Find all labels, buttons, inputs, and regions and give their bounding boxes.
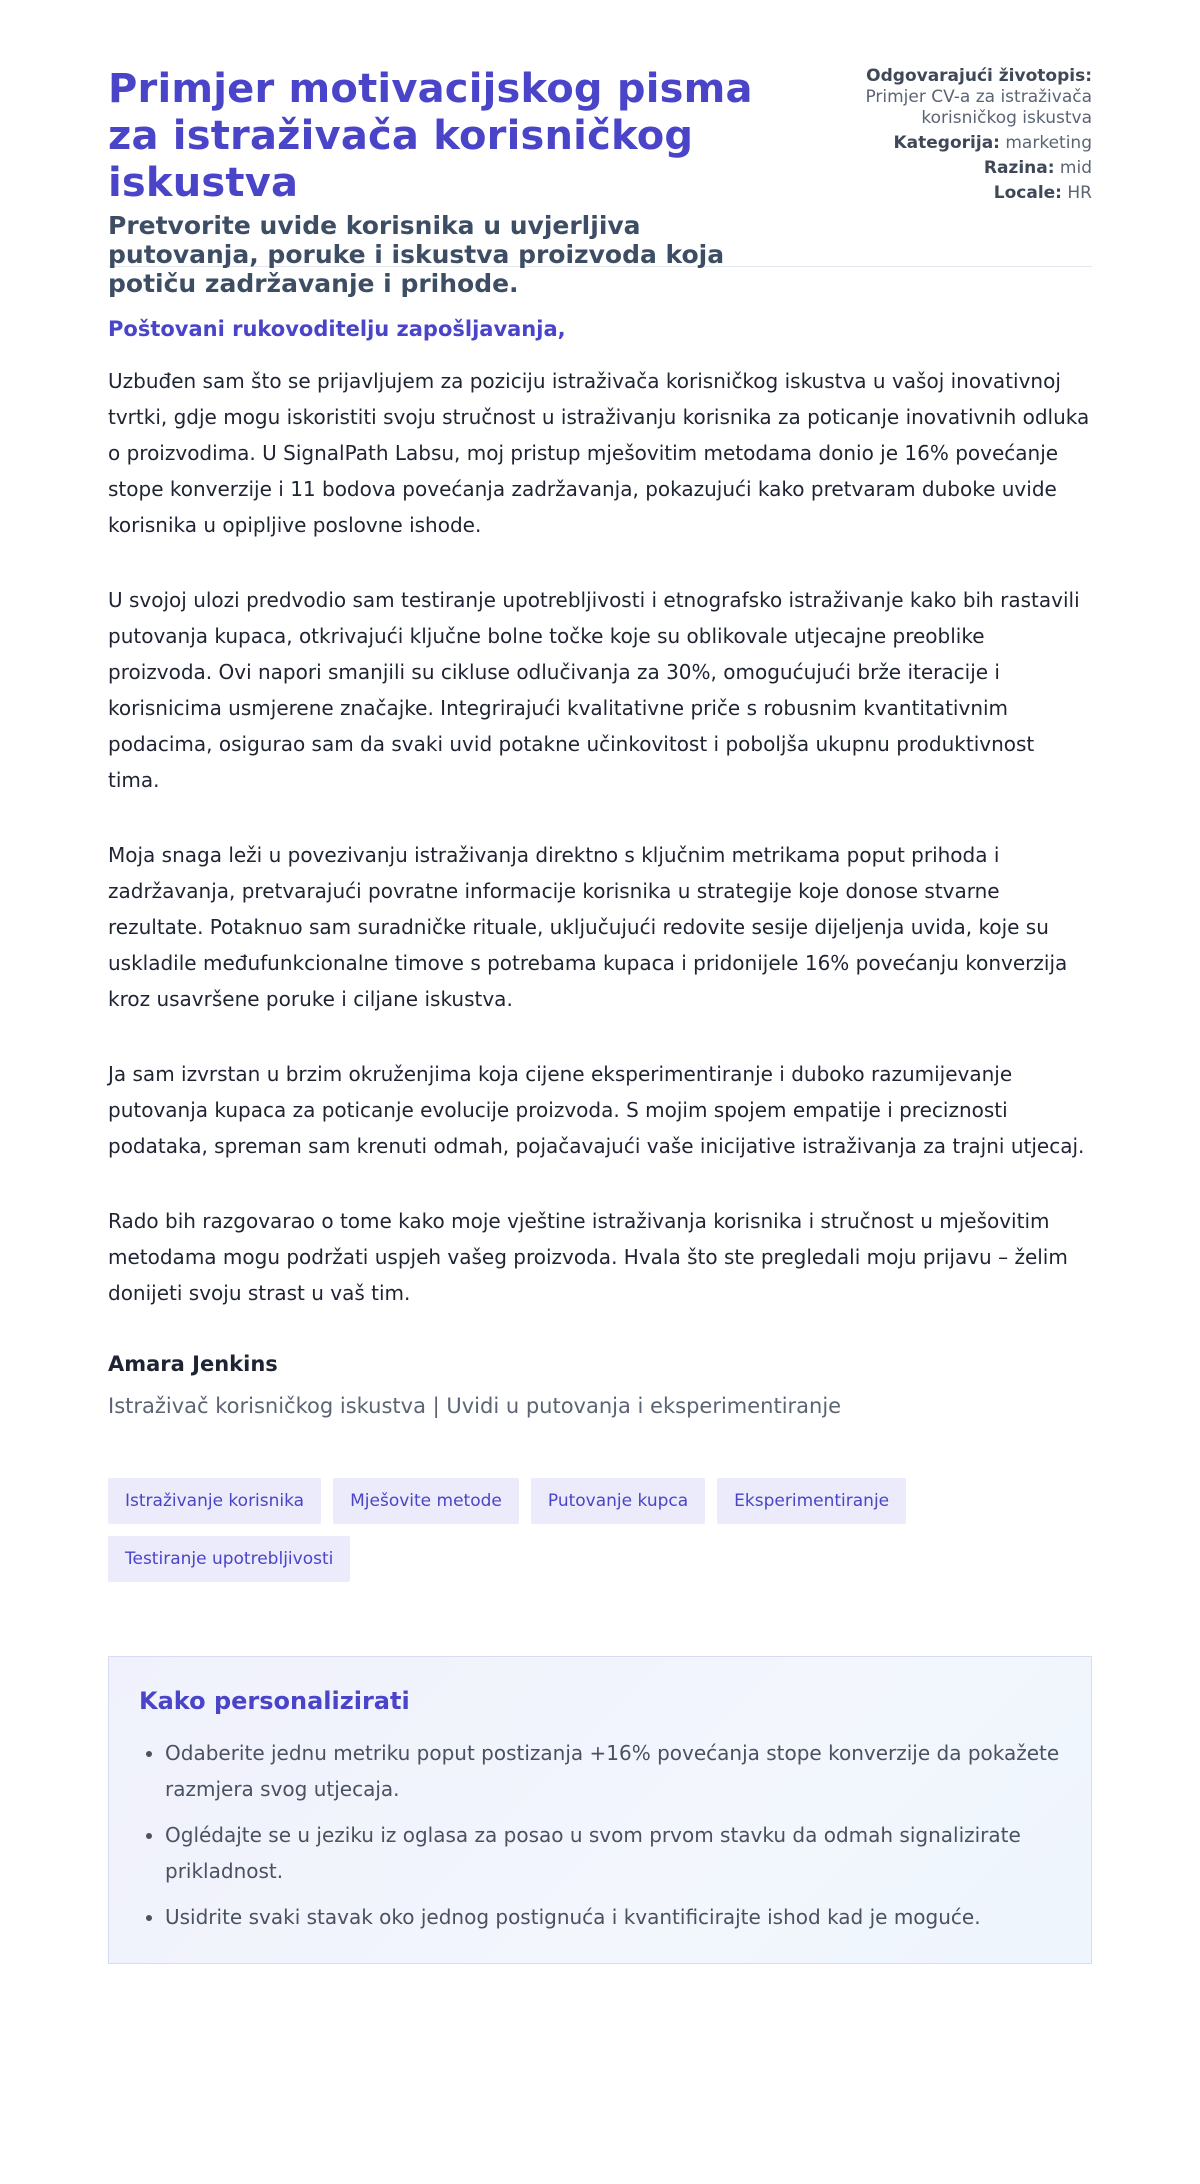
page-header bbox=[108, 0, 1092, 298]
page-subtitle: Pretvorite uvide korisnika u uvjerljiva putovanja, poruke i iskustva proizvoda koja potiču zadržavanje i prihode. bbox=[108, 211, 725, 298]
skill-tag: Eksperimentiranje bbox=[717, 1478, 906, 1524]
skill-tags bbox=[108, 1478, 1008, 1582]
signature-name: Amara Jenkins bbox=[108, 1352, 278, 1376]
skill-tag: Mješovite metode bbox=[333, 1478, 519, 1524]
personalization-tips bbox=[108, 1656, 1092, 1964]
meta-level-value: mid bbox=[1059, 158, 1092, 178]
letter-paragraph: Moja snaga leži u povezivanju istraživanja direktno s ključnim metrikama poput prihoda i zadržavanja, pretvarajući povratne informacije korisnika u strategije koje donose stvarne rezultate. Potaknuo sam suradničke rituale, uključujući redovite sesije dijeljenja uvida, koje su uskladile međufunkcionalne timove s potrebama kupaca i pridonijele 16% povećanju konverzija kroz usavršene poruke i ciljane iskustva. bbox=[108, 843, 1068, 1011]
tip-item: • Oglédajte se u jeziku iz oglasa za posao u svom prvom stavku da odmah signalizirate prikladnost. bbox=[165, 1817, 1061, 1889]
meta-locale bbox=[792, 183, 1092, 204]
tips-title: Kako personalizirati bbox=[139, 1687, 410, 1715]
meta-resume-label: Odgovarajući životopis: bbox=[866, 66, 1092, 86]
meta-panel bbox=[792, 66, 1092, 208]
meta-category bbox=[792, 133, 1092, 154]
meta-level bbox=[792, 158, 1092, 179]
meta-locale-value: HR bbox=[1067, 183, 1092, 203]
letter-paragraph: Ja sam izvrstan u brzim okruženjima koja cijene eksperimentiranje i duboko razumijevanje putovanja kupaca za poticanje evolucije proizvoda. S mojim spojem empatije i preciznosti podataka, spreman sam krenuti odmah, pojačavajući vaše inicijative istraživanja za trajni utjecaj. bbox=[108, 1062, 1085, 1158]
meta-locale-label: Locale: bbox=[993, 183, 1062, 203]
meta-level-label: Razina: bbox=[983, 158, 1055, 178]
letter-paragraph: Uzbuđen sam što se prijavljujem za poziciju istraživača korisničkog iskustva u vašoj inovativnoj tvrtki, gdje mogu iskoristiti svoju stručnost u istraživanju korisnika za poticanje inovativnih odluka o proizvodima. U SignalPath Labsu, moj pristup mješovitim metodama donio je 16% povećanje stope konverzije i 11 bodova povećanja zadržavanja, pokazujući kako pretvaram duboke uvide korisnika u opipljive poslovne ishode. bbox=[108, 369, 1090, 537]
meta-resume bbox=[792, 66, 1092, 129]
skill-tag: Istraživanje korisnika bbox=[108, 1478, 321, 1524]
letter-greeting: Poštovani rukovoditelju zapošljavanja, bbox=[108, 317, 566, 341]
title-block bbox=[108, 66, 788, 298]
letter-paragraph: U svojoj ulozi predvodio sam testiranje upotrebljivosti i etnografsko istraživanje kako bih rastavili putovanja kupaca, otkrivajući ključne bolne točke koje su oblikovale utjecajne preoblike proizvoda. Ovi napori smanjili su cikluse odlučivanja za 30%, omogućujući brže iteracije i korisnicima usmjerene značajke. Integrirajući kvalitativne priče s robusnim kvantitativnim podacima, osigurao sam da svaki uvid potakne učinkovitost i poboljša ukupnu produktivnost tima. bbox=[108, 588, 1080, 792]
meta-category-label: Kategorija: bbox=[893, 133, 1000, 153]
letter-paragraph: Rado bih razgovarao o tome kako moje vještine istraživanja korisnika i stručnost u mješovitim metodama mogu podržati uspjeh vašeg proizvoda. Hvala što ste pregledali moju prijavu – želim donijeti svoju strast u vaš tim. bbox=[108, 1209, 1068, 1305]
signature-title: Istraživač korisničkog iskustva | Uvidi u putovanja i eksperimentiranje bbox=[108, 1394, 842, 1418]
letter-body bbox=[108, 363, 1092, 1311]
skill-tag: Testiranje upotrebljivosti bbox=[108, 1536, 350, 1582]
tip-item: • Odaberite jednu metriku poput postizanja +16% povećanja stope konverzije da pokažete razmjera svog utjecaja. bbox=[165, 1735, 1061, 1807]
tip-item: • Usidrite svaki stavak oko jednog postignuća i kvantificirajte ishod kad je moguće. bbox=[165, 1899, 1061, 1935]
tips-list bbox=[139, 1735, 1061, 1935]
skill-tag: Putovanje kupca bbox=[531, 1478, 705, 1524]
meta-resume-link[interactable]: Primjer CV-a za istraživača korisničkog iskustva bbox=[865, 87, 1092, 128]
meta-category-value: marketing bbox=[1005, 133, 1092, 153]
signature-block bbox=[108, 1350, 1092, 1420]
page-title: Primjer motivacijskog pisma za istraživača korisničkog iskustva bbox=[108, 66, 753, 206]
